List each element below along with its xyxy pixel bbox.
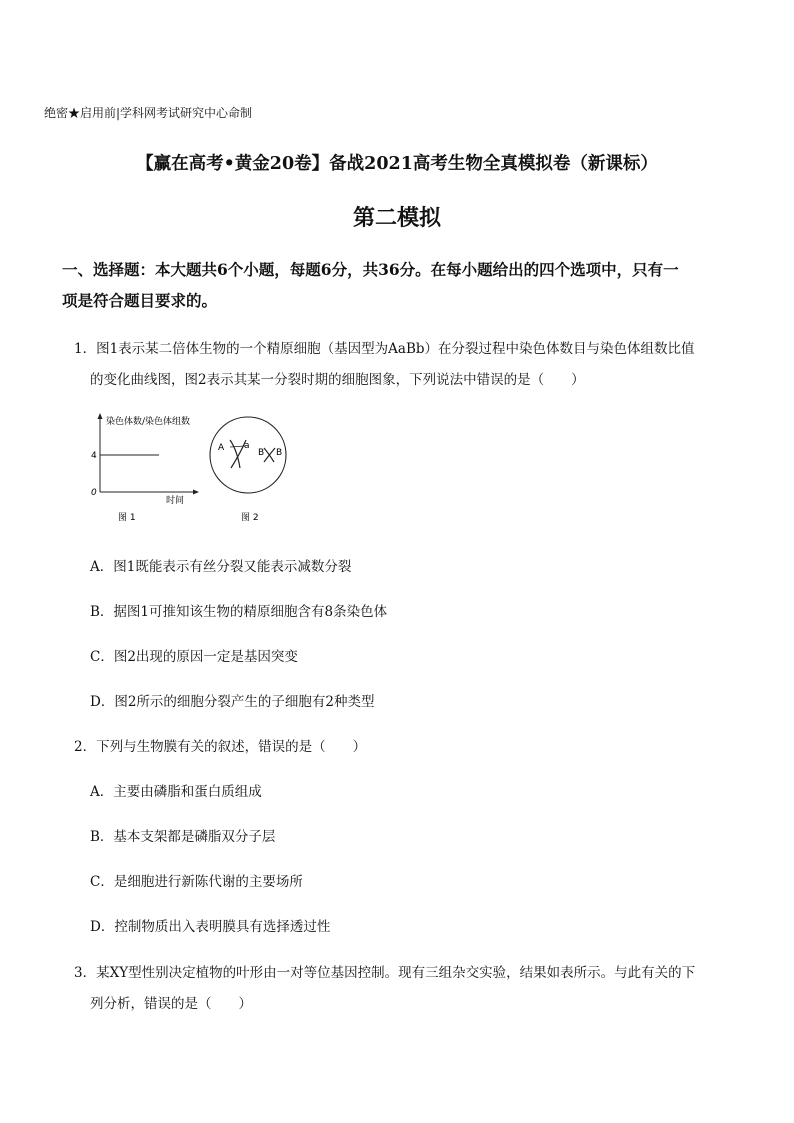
q1-stem-line2: 的变化曲线图，图2表示其某一分裂时期的细胞图象，下列说法中错误的是（ ） [90, 372, 585, 388]
origin-label: 0 [91, 488, 97, 498]
header-note: 绝密★启用前|学科网考试研究中心命制 [44, 106, 253, 120]
figure-2-cell [204, 410, 304, 528]
section-heading-line2: 项是符合题目要求的。 [62, 291, 218, 310]
figure-1-graph [84, 410, 204, 528]
q2-option-c: C．是细胞进行新陈代谢的主要场所 [90, 874, 303, 890]
q2-option-d: D．控制物质出入表明膜具有选择透过性 [90, 919, 331, 935]
exam-subtitle: 第二模拟 [352, 205, 441, 231]
y-tick-4: 4 [91, 451, 97, 461]
q1-stem-line1: 1．图1表示某二倍体生物的一个精原细胞（基因型为AaBb）在分裂过程中染色体数目与染色体组数比值 [74, 341, 695, 357]
q3-stem-line2: 列分析，错误的是（ ） [90, 996, 252, 1012]
q2-option-b: B．基本支架都是磷脂双分子层 [90, 829, 276, 845]
q1-option-c: C．图2出现的原因一定是基因突变 [90, 649, 298, 665]
figure-1-caption: 图 1 [118, 513, 136, 523]
q1-option-a: A．图1既能表示有丝分裂又能表示减数分裂 [90, 559, 352, 575]
q3-stem-line1: 3．某XY型性别决定植物的叶形由一对等位基因控制。现有三组杂交实验，结果如表所示。与此有关的下 [74, 965, 696, 981]
y-axis-arrow [98, 413, 103, 419]
gene-label-B-left: B [258, 448, 265, 458]
x-axis-label: 时间 [166, 496, 185, 506]
y-axis-label: 染色体数/染色体组数 [106, 417, 191, 427]
q2-option-a: A．主要由磷脂和蛋白质组成 [90, 784, 262, 800]
gene-label-A: A [218, 443, 225, 453]
q1-option-d: D．图2所示的细胞分裂产生的子细胞有2种类型 [90, 694, 375, 710]
q2-stem: 2．下列与生物膜有关的叙述，错误的是（ ） [74, 739, 367, 755]
q1-option-b: B．据图1可推知该生物的精原细胞含有8条染色体 [90, 604, 388, 620]
cell-membrane [210, 417, 286, 493]
gene-label-B-right: B [276, 448, 283, 458]
exam-title: 【赢在高考•黄金20卷】备战2021高考生物全真模拟卷（新课标） [136, 154, 658, 174]
chromosome-1a [230, 440, 240, 468]
x-axis-arrow [193, 490, 199, 495]
gene-label-a: a [244, 441, 250, 451]
figure-2-caption: 图 2 [241, 513, 259, 523]
section-heading-line1: 一、选择题：本大题共6个小题，每题6分，共36分。在每小题给出的四个选项中，只有一 [62, 260, 679, 279]
